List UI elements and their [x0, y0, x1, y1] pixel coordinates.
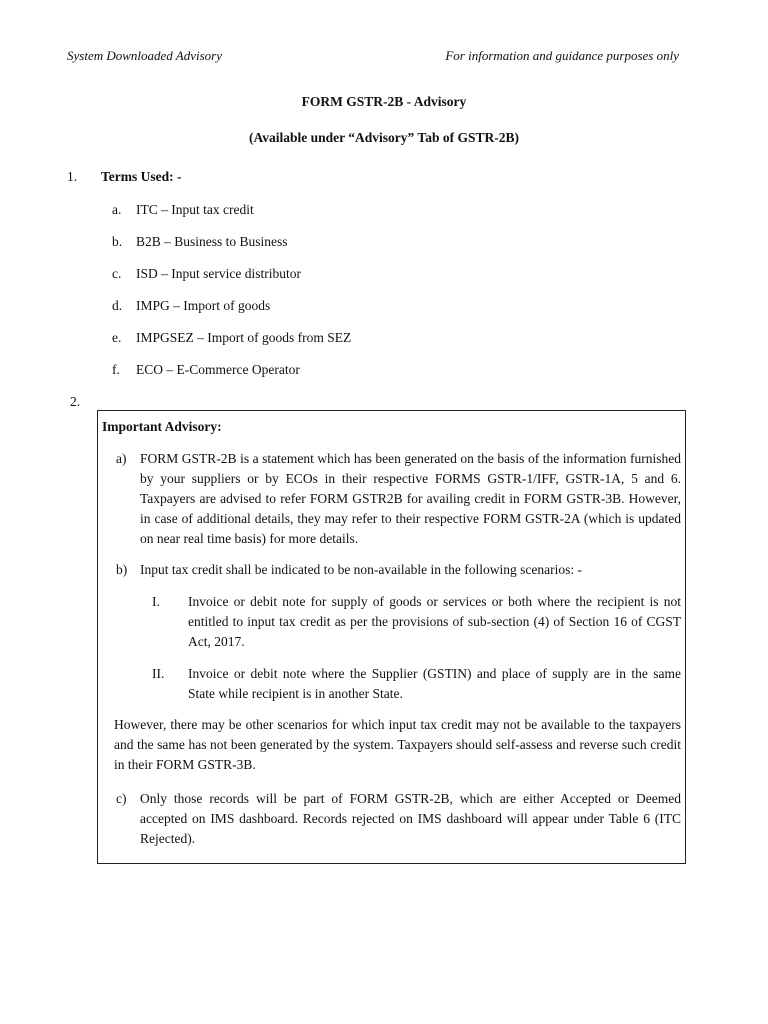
scenario-ii: [102, 664, 681, 704]
scenario-text: Invoice or debit note for supply of goods or services or both where the recipient is not entitled to input tax credit as per the provisions of sub-section (4) of Section 16 of CGST Act, 2017.: [188, 594, 681, 649]
list-item: [112, 361, 351, 393]
list-item: [112, 297, 351, 329]
section-2-number: 2.: [70, 394, 81, 409]
term-letter: a.: [112, 202, 122, 217]
header-right: For information and guidance purposes only: [445, 48, 679, 63]
item-marker: b): [116, 562, 128, 577]
advisory-item-c: [102, 789, 681, 849]
section-1-number: 1.: [67, 169, 78, 184]
page-subtitle: (Available under “Advisory” Tab of GSTR-2B): [249, 130, 519, 145]
item-text: Input tax credit shall be indicated to be non-available in the following scenarios: -: [140, 562, 582, 577]
header-left: System Downloaded Advisory: [67, 48, 223, 63]
term-text: ISD – Input service distributor: [136, 266, 301, 281]
term-letter: c.: [112, 266, 122, 281]
advisory-title: Important Advisory:: [102, 419, 222, 434]
advisory-note: However, there may be other scenarios for which input tax credit may not be available to the taxpayers and the same has not been generated by the system. Taxpayers should self-assess and reverse such credit in their FORM GSTR-3B.: [114, 717, 681, 772]
term-letter: f.: [112, 362, 120, 377]
terms-list: [112, 201, 351, 393]
list-item: [112, 329, 351, 361]
item-text: Only those records will be part of FORM GSTR-2B, which are either Accepted or Deemed accepted on IMS dashboard. Records rejected on IMS dashboard will appear under Table 6 (ITC Rejected).: [140, 791, 681, 846]
section-1-heading: [67, 169, 182, 185]
advisory-item-b: [102, 560, 681, 580]
scenario-marker: I.: [152, 594, 160, 609]
page-title: FORM GSTR-2B - Advisory: [301, 94, 467, 109]
scenario-text: Invoice or debit note where the Supplier (GSTIN) and place of supply are in the same State while recipient is in another State.: [188, 666, 681, 701]
item-text: FORM GSTR-2B is a statement which has been generated on the basis of the information furnished by your suppliers or by ECOs in their respective FORMS GSTR-1/IFF, GSTR-1A, 5 and 6. Taxpayers are advised to refer FORM GSTR2B for availing credit in FORM GSTR-3B. However, in case of additional details, they may refer to their respective FORM GSTR-2A (which is updated on near real time basis) for more details.: [140, 451, 681, 546]
term-text: B2B – Business to Business: [136, 234, 288, 249]
term-text: IMPG – Import of goods: [136, 298, 271, 313]
section-1-title: Terms Used: -: [101, 169, 182, 184]
list-item: [112, 201, 351, 233]
advisory-box: [97, 410, 686, 864]
item-marker: a): [116, 451, 127, 466]
term-letter: d.: [112, 298, 123, 313]
scenario-i: [102, 592, 681, 652]
item-marker: c): [116, 791, 127, 806]
term-text: ECO – E-Commerce Operator: [136, 362, 300, 377]
term-text: ITC – Input tax credit: [136, 202, 254, 217]
term-letter: e.: [112, 330, 122, 345]
term-text: IMPGSEZ – Import of goods from SEZ: [136, 330, 352, 345]
scenario-marker: II.: [152, 666, 165, 681]
term-letter: b.: [112, 234, 123, 249]
list-item: [112, 265, 351, 297]
advisory-item-a: [102, 449, 681, 549]
list-item: [112, 233, 351, 265]
